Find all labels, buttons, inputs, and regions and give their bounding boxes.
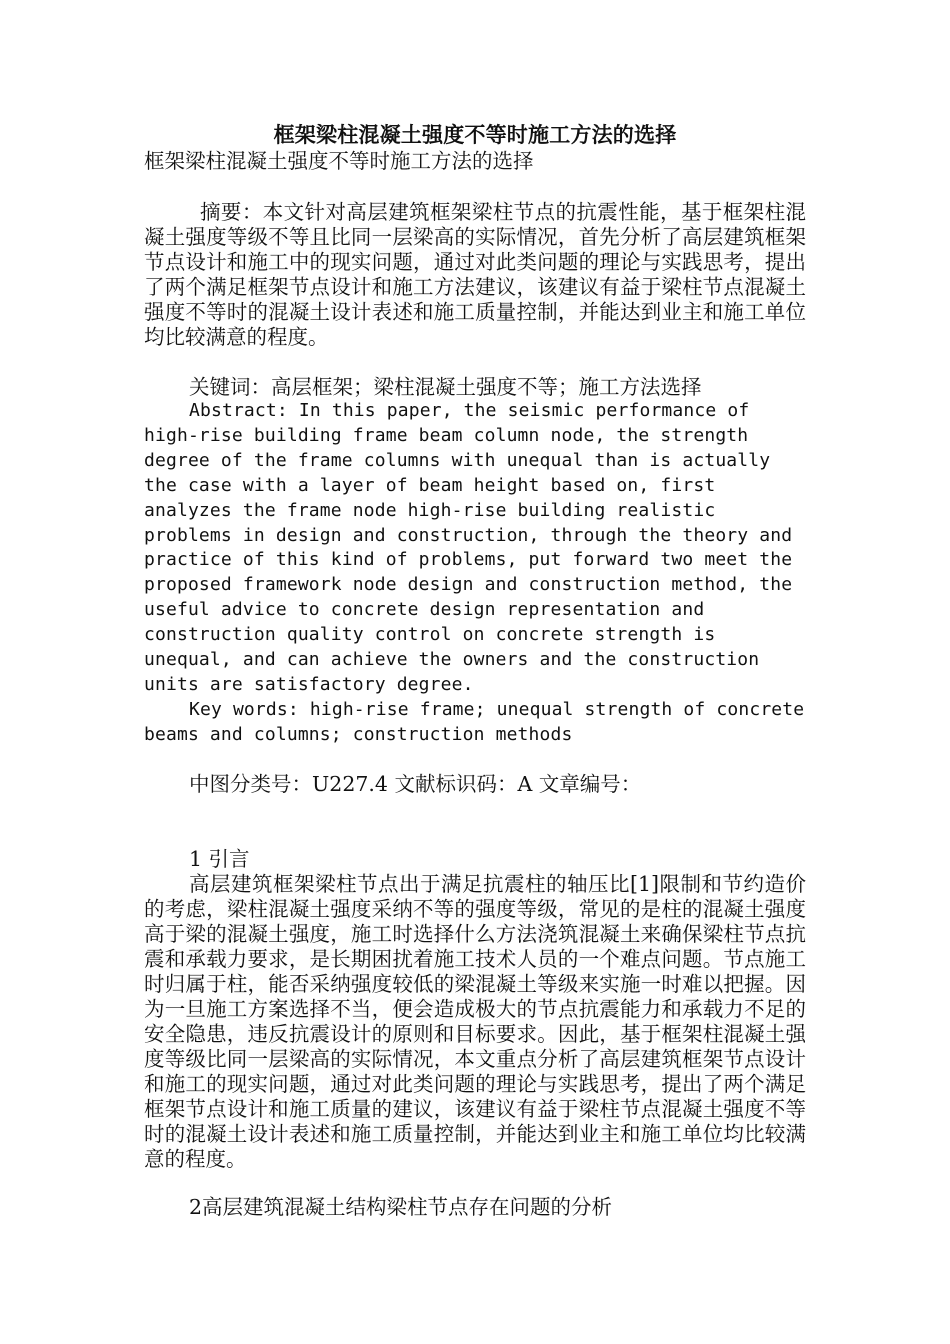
keywords-cn: 关键词：高层框架；梁柱混凝土强度不等；施工方法选择 <box>189 375 702 399</box>
keywords-en: Key words: high-rise frame; unequal strength of concrete beams and columns; construction methods <box>144 699 805 745</box>
classification-line: 中图分类号：U227.4 文献标识码：A 文章编号： <box>189 772 642 796</box>
document-subtitle: 框架梁柱混凝土强度不等时施工方法的选择 <box>144 149 534 173</box>
abstract-cn: 摘要：本文针对高层建筑框架梁柱节点的抗震性能，基于框架柱混凝土强度等级不等且比同一层梁高的实际情况，首先分析了高层建筑框架节点设计和施工中的现实问题，通过对此类问题的理论与实践思考，提出了两个满足框架节点设计和施工方法建议，该建议有益于梁柱节点混凝土强度不等时的混凝土设计表述和施工质量控制，并能达到业主和施工单位均比较满意的程度。 <box>144 200 806 349</box>
section-2-heading: 2高层建筑混凝土结构梁柱节点存在问题的分析 <box>189 1195 613 1219</box>
section-1-heading: 1 引言 <box>189 847 250 871</box>
document-title: 框架梁柱混凝土强度不等时施工方法的选择 <box>273 122 677 147</box>
abstract-en: Abstract: In this paper, the seismic performance of high-rise building frame beam column node, the strength degree of the frame columns with unequal than is actually the case with a layer of beam height based on, first analyzes the frame node high-rise building realistic problems in design and construction, through the theory and practice of this kind of problems, put forward two meet the proposed framework node design and construction method, the useful advice to concrete design representation and construction quality control on concrete strength is unequal, and can achieve the owners and the construction units are satisfactory degree. <box>144 400 793 695</box>
section-1-body: 高层建筑框架梁柱节点出于满足抗震柱的轴压比[1]限制和节约造价的考虑，梁柱混凝土强度采纳不等的强度等级，常见的是柱的混凝土强度高于梁的混凝土强度，施工时选择什么方法浇筑混凝土来确保梁柱节点抗震和承载力要求，是长期困扰着施工技术人员的一个难点问题。节点施工时归属于柱，能否采纳强度较低的梁混凝土等级来实施一时难以把握。因为一旦施工方案选择不当，便会造成极大的节点抗震能力和承载力不足的安全隐患，违反抗震设计的原则和目标要求。因此，基于框架柱混凝土强度等级比同一层梁高的实际情况，本文重点分析了高层建筑框架节点设计和施工的现实问题，通过对此类问题的理论与实践思考，提出了两个满足框架节点设计和施工质量的建议，该建议有益于梁柱节点混凝土强度不等时的混凝土设计表述和施工质量控制，并能达到业主和施工单位均比较满意的程度。 <box>144 872 806 1171</box>
